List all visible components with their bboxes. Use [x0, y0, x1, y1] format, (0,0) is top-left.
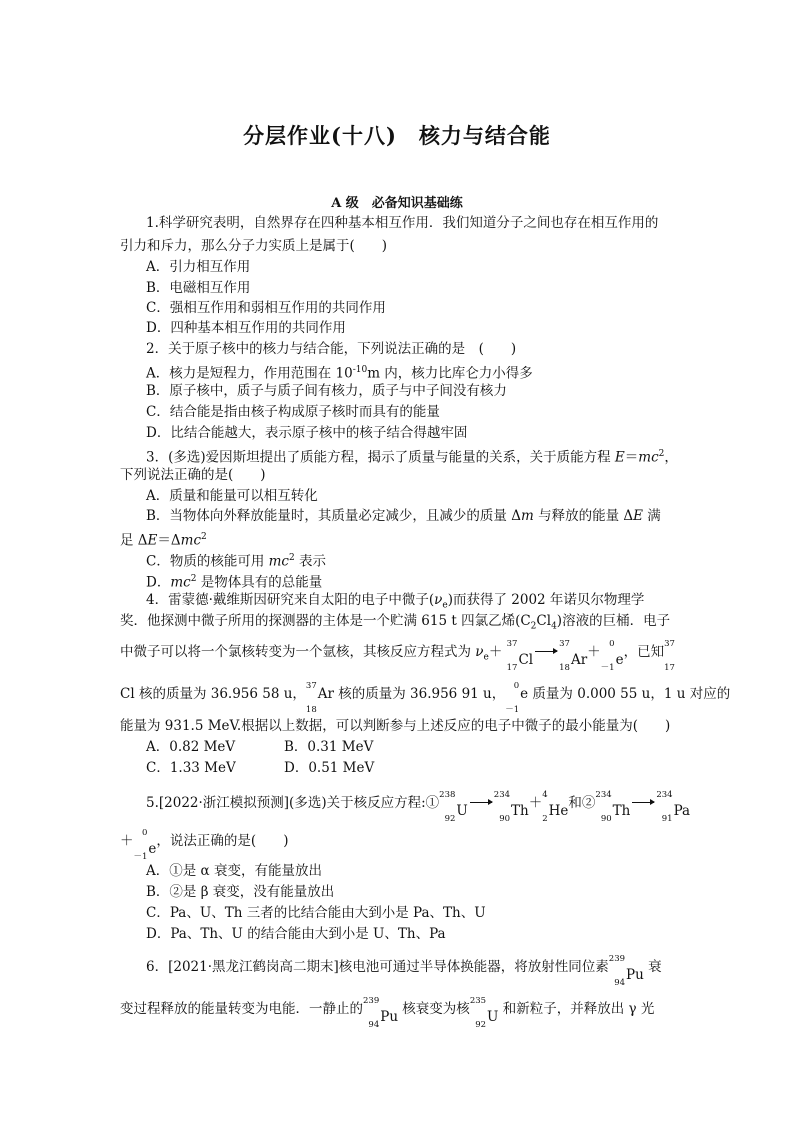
q4-ar-symbol: Ar [570, 652, 588, 668]
q4-option-b: B．0.31 MeV [284, 739, 374, 755]
q6-pu2-mass: 239 [363, 996, 380, 1006]
q3-option-a: A．质量和能量可以相互转化 [146, 488, 318, 504]
q5-line-1 [146, 790, 691, 824]
q4-line-4 [120, 681, 731, 715]
q6-nuclide-pu [608, 954, 644, 988]
q5-he-charge: 2 [542, 814, 548, 824]
q5-th-symbol: Th [511, 803, 529, 819]
q5-th-mass: 234 [493, 790, 511, 800]
q5-and: 和② [568, 795, 596, 811]
q6-pu-charge: 94 [614, 978, 626, 988]
q5-nuclide-th [493, 790, 529, 824]
q5-plus: ＋ [528, 795, 543, 811]
q5-l2-post: ，说法正确的是( ) [156, 833, 289, 849]
reaction-arrow-icon [632, 802, 654, 803]
q4-l2-cl: Cl [536, 613, 552, 629]
q3-l1-mc: mc [638, 449, 659, 466]
q4-nuclide-e [600, 639, 624, 673]
q3-option-c [146, 549, 326, 571]
q5-nuclide-pa [656, 790, 691, 824]
q2-option-a [146, 361, 533, 383]
q4-nuclide-ar-2 [305, 681, 318, 715]
q3-c-post: 表示 [294, 553, 327, 570]
q6-l1-post: 衰 [643, 959, 662, 975]
q4-l4-e: e 质量为 0.000 55 u，1 u 对应的 [520, 686, 731, 702]
q4-e2-mass: 0 [513, 681, 520, 691]
q4-e-symbol: e [615, 652, 624, 668]
q1-option-d: D．四种基本相互作用的共同作用 [146, 320, 346, 336]
q3-b-mid: 与释放的能量 Δ [533, 508, 634, 524]
q5-th-charge: 90 [499, 814, 511, 824]
q3-d-sq: 2 [190, 574, 197, 584]
q3-c-mc: mc [268, 553, 289, 570]
q3-c-pre: C．物质的核能可用 [146, 553, 269, 570]
q1-line-1: 1.科学研究表明，自然界存在四种基本相互作用．我们知道分子之间也存在相互作用的 [146, 215, 659, 231]
q5-line-2 [120, 828, 289, 862]
q4-l3-plus2: ＋ [587, 644, 601, 660]
q5-option-c: C．Pa、U、Th 三者的比结合能由大到小是 Pa、Th、U [146, 905, 486, 921]
q5-nuclide-th2 [595, 790, 631, 824]
q5-nuclide-he [542, 790, 569, 824]
q4-nuclide-ar [559, 639, 588, 673]
q4-l3-pre: 中微子可以将一个氯核转变为一个氩核，其核反应方程式为 [120, 644, 476, 660]
q3-d-mc: mc [170, 574, 191, 591]
q4-nuclide-cl [506, 639, 534, 673]
page-title: 分层作业(十八) 核力与结合能 [243, 123, 551, 148]
q4-cl-symbol: Cl [518, 652, 534, 668]
q5-u-charge: 92 [444, 814, 456, 824]
q5-l1-pre: 5.[2022·浙江模拟预测](多选)关于核反应方程:① [146, 795, 440, 811]
q3-l1-eq: ＝ [624, 449, 639, 466]
reaction-arrow-icon [535, 651, 557, 652]
q6-l2-pre: 变过程释放的能量转变为电能．一静止的 [120, 1001, 363, 1017]
q3-line-2: 下列说法正确的是( ) [120, 467, 266, 483]
q3-l1-post: ， [664, 449, 678, 466]
q4-line-5: 能量为 931.5 MeV.根据以上数据，可以判断参与上述反应的电子中微子的最小能量为( ) [120, 718, 671, 734]
q2-option-d: D．比结合能越大，表示原子核中的核子结合得越牢固 [146, 425, 468, 441]
q4-cl2-charge: 17 [664, 663, 675, 673]
q4-option-d: D．0.51 MeV [284, 760, 375, 776]
q6-l2-post: 和新粒子，并释放出 γ 光 [498, 1001, 655, 1017]
reaction-arrow-icon [470, 802, 492, 803]
q3-b-e: E [633, 508, 643, 524]
q3-b2-mid: ＝Δ [157, 532, 181, 549]
q4-nu: ν [434, 592, 443, 608]
q4-l2-post: )溶液的巨桶．电子 [556, 613, 671, 629]
q1-line-2: 引力和斥力，那么分子力实质上是属于( ) [120, 238, 388, 254]
q4-l2-s1: 2 [530, 621, 537, 632]
q6-nuclide-u [469, 996, 499, 1030]
section-heading: A 级 必备知识基础练 [331, 196, 463, 211]
q5-nuclide-e [133, 828, 157, 862]
q6-pu-symbol: Pu [626, 967, 644, 983]
q6-u-charge: 92 [475, 1020, 487, 1030]
q4-l1-pre: 4．雷蒙德·戴维斯因研究来自太阳的电子中微子( [146, 592, 435, 608]
q5-pa-symbol: Pa [673, 803, 691, 819]
q2-option-c: C．结合能是指由核子构成原子核时而具有的能量 [146, 404, 440, 420]
q4-ar-charge: 18 [559, 663, 570, 673]
q5-he-mass: 4 [542, 790, 548, 800]
q6-pu2-symbol: Pu [380, 1009, 399, 1025]
q4-line-3 [120, 639, 676, 673]
q4-nuclide-cl-2 [664, 639, 676, 673]
q4-ar-mass: 37 [559, 639, 570, 649]
q2-line-1: 2．关于原子核中的核力与结合能，下列说法正确的是 ( ) [146, 341, 517, 357]
q5-nuclide-u [439, 790, 468, 824]
q5-e-charge: －1 [133, 852, 148, 862]
q4-option-c: C．1.33 MeV [146, 760, 236, 776]
q4-e-charge: －1 [600, 663, 615, 673]
q4-l3-nu-sub: e [483, 652, 489, 663]
q3-l1-sq: 2 [658, 449, 665, 459]
q3-b-m: m [520, 508, 534, 524]
q1-option-a: A．引力相互作用 [146, 259, 251, 275]
q1-option-c: C．强相互作用和弱相互作用的共同作用 [146, 300, 386, 316]
q4-cl-charge: 17 [506, 663, 518, 673]
q4-ar2-charge: 18 [305, 705, 317, 715]
q6-u-symbol: U [487, 1009, 499, 1025]
q3-d-post: 是物体具有的总能量 [196, 574, 323, 591]
q4-l3-nu: ν [475, 644, 484, 660]
q5-option-d: D．Pa、Th、U 的结合能由大到小是 U、Th、Pa [146, 926, 446, 942]
q3-option-b [146, 507, 661, 525]
q5-option-b: B．②是 β 衰变，没有能量放出 [146, 884, 335, 900]
q4-l3-post: ，已知 [623, 644, 665, 660]
q3-d-pre: D． [146, 574, 171, 591]
q2-a-exponent: -10 [352, 365, 368, 375]
q4-l4-pre: Cl 核的质量为 36.956 58 u， [120, 686, 306, 702]
q5-he-symbol: He [548, 803, 569, 819]
q1-option-b: B．电磁相互作用 [146, 280, 251, 296]
q3-l1-e: E [614, 449, 625, 466]
q4-l2-s2: 4 [551, 621, 557, 632]
q2-option-b: B．原子核中，质子与质子间有核力，质子与中子间没有核力 [146, 383, 507, 399]
q6-line-2 [120, 996, 655, 1030]
q4-nuclide-e-2 [505, 681, 520, 715]
q4-cl2-mass: 37 [664, 639, 675, 649]
q5-e-symbol: e [148, 841, 157, 857]
q2-a-pre: A．核力是短程力，作用范围在 10 [146, 365, 353, 382]
q2-a-post: m 内，核力比库仑力小得多 [367, 365, 533, 382]
q3-line-1 [146, 445, 678, 467]
q3-b2-sq: 2 [201, 532, 207, 542]
q3-option-b-cont [120, 528, 207, 550]
q3-b2-mc: mc [180, 532, 202, 549]
q6-l1: 6．[2021·黑龙江鹤岗高二期末]核电池可通过半导体换能器，将放射性同位素 [146, 959, 609, 975]
q4-e2-charge: －1 [505, 705, 520, 715]
q5-th2-mass: 234 [595, 790, 612, 800]
q5-option-a: A．①是 α 衰变，有能量放出 [146, 863, 322, 879]
q6-u-mass: 235 [469, 996, 487, 1006]
q5-th2-symbol: Th [612, 803, 631, 819]
q5-pa-mass: 234 [656, 790, 673, 800]
q4-l3-plus: ＋ [488, 644, 503, 660]
q4-cl-mass: 37 [506, 639, 518, 649]
q3-l1-pre: 3．(多选)爱因斯坦提出了质能方程，揭示了质量与能量的关系，关于质能方程 [146, 449, 615, 466]
q3-b-post: 满 [642, 508, 661, 524]
q4-nu-sub: e [442, 600, 448, 611]
q4-l4-ar: Ar 核的质量为 36.956 91 u， [317, 686, 506, 702]
q3-c-sq: 2 [289, 553, 295, 563]
q4-l1-post: )而获得了 2002 年诺贝尔物理学 [447, 592, 645, 608]
q6-pu-mass: 239 [608, 954, 626, 964]
q5-e-mass: 0 [142, 828, 148, 838]
q3-b-pre: B．当物体向外释放能量时，其质量必定减少，且减少的质量 Δ [146, 508, 521, 524]
q3-option-d [146, 570, 322, 592]
q4-ar2-mass: 37 [305, 681, 317, 691]
q6-pu2-charge: 94 [368, 1020, 380, 1030]
q4-option-a: A．0.82 MeV [146, 739, 236, 755]
q5-l2-plus: ＋ [120, 833, 134, 849]
q5-th2-charge: 90 [600, 814, 612, 824]
q5-pa-charge: 91 [661, 814, 673, 824]
q3-b2-pre: 足 Δ [120, 532, 148, 549]
q4-e-mass: 0 [609, 639, 615, 649]
q5-u-symbol: U [456, 803, 468, 819]
q4-l2-pre: 奖．他探测中微子所用的探测器的主体是一个贮满 615 t 四氯乙烯(C [120, 613, 531, 629]
q4-line-2 [120, 612, 670, 636]
q6-line-1 [146, 954, 662, 988]
q6-nuclide-pu2 [363, 996, 399, 1030]
q5-u-mass: 238 [439, 790, 456, 800]
q6-l2-mid: 核衰变为核 [398, 1001, 470, 1017]
q3-b2-e: E [147, 532, 158, 549]
